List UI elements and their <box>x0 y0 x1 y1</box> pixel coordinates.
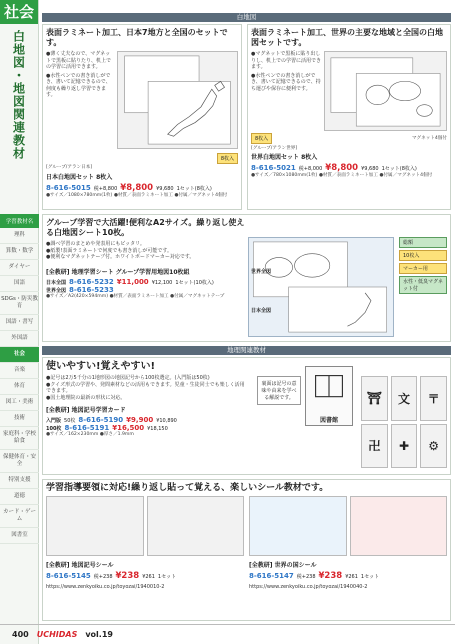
panel-b-sub-price: ¥9,680 <box>361 166 379 172</box>
panel-b-bullet-1: ●マグネットで黒板に貼り出しりし、机上での学習に活用できます。 <box>251 51 322 70</box>
panel-d-row1-code: 8-616-5190 <box>78 416 124 424</box>
sticker-right <box>249 496 447 590</box>
sidebar-item[interactable]: 家庭科・学校給食 <box>0 427 39 450</box>
panel-a-unit: 1セット(8枚入) <box>176 186 212 192</box>
panel-d-product-name: [全教研] 地図記号学習カード <box>46 407 126 414</box>
sticker-left-unit: 1セット <box>157 574 177 580</box>
footer <box>0 624 455 644</box>
japan-map-sheets-image <box>117 51 238 149</box>
panel-japan-map-set <box>42 24 242 210</box>
panel-a-bullet-1: ●薄く丈夫なので、マグネットで黒板に貼りたり、机上での学習に活用できます。 <box>46 51 112 70</box>
panel-c-row2-name: 世界全図 <box>46 287 67 294</box>
library-symbol-icon <box>306 367 352 411</box>
panel-d-bullet-2: ●クイズ形式の学習や、発問素材などの活用もできます。児童・生徒同士でも楽しく活用できます。 <box>46 381 245 394</box>
sticker-left-url[interactable]: https://www.zenkyoiku.co.jp/toyozai/1940010-2 <box>46 584 165 590</box>
panel-a-spec: ●サイズ／1080×780mm(1枚) ●材質／表面ラミネート加工 ●付属／マグネット4個付 <box>46 193 228 198</box>
panel-a-ref-price: 税+8,800 <box>93 186 118 192</box>
panel-c-tag-a: 総額 <box>399 237 447 248</box>
panel-a-bullet-2: ●水性ペンでの書き消しができ、書いて記憶できるので、何度も繰り返し学習できます。 <box>46 72 111 98</box>
sidebar-nav-header: 学習教材名 <box>0 214 39 228</box>
sticker-right-price: ¥238 <box>318 571 343 581</box>
symbol-card-shrine-icon: ⛩ <box>361 376 388 421</box>
symbol-card-grid <box>361 376 447 468</box>
sticker-right-unit: 1セット <box>360 574 380 580</box>
sticker-left-price: ¥238 <box>115 571 140 581</box>
sidebar-item[interactable]: 道徳 <box>0 489 39 505</box>
sticker-right-url[interactable]: https://www.zenkyoiku.co.jp/toyozai/1940040-2 <box>249 584 368 590</box>
symbol-card-post-icon: 〒 <box>420 376 447 421</box>
group-map-image <box>248 237 394 337</box>
world-map-drawing <box>325 52 446 130</box>
panel-b-tag: [グループ/アラン世界] <box>251 146 298 151</box>
panel-e-headline: 学習指導要領に対応!繰り返し貼って覚える、楽しいシール教材です。 <box>46 483 329 493</box>
sidebar-item[interactable]: 体育 <box>0 379 39 395</box>
section-title-chiri: 地理関連教材 <box>42 346 451 355</box>
panel-d-row1-count: 50枚 <box>64 418 76 424</box>
panel-c-row2-code: 8-616-5233 <box>69 285 114 294</box>
panel-d-bullet-1: ●記号は2万5千分の1地形図の地図記号から100枚選定。(入門版は50枚) <box>46 375 210 381</box>
japan-map-drawing <box>118 52 237 148</box>
sidebar-item[interactable]: 算数・数学 <box>0 244 39 260</box>
panel-a-product-name: 日本白地図セット 8枚入 <box>46 174 113 181</box>
sticker-right-product-name: [全教研] 世界の国シール <box>249 562 317 569</box>
card-title: 図書館 <box>319 417 338 424</box>
sticker-left-sub-price: ¥261 <box>142 574 155 580</box>
symbol-card-hospital-icon: ✚ <box>391 424 418 469</box>
sidebar-vertical-title: 白地図・地図関連教材 <box>11 30 26 160</box>
map-label-world: 世界全図 <box>251 269 272 275</box>
panel-b-count-tag: 8枚入 <box>251 133 272 144</box>
panel-d-row2-price: ¥16,500 <box>112 424 145 432</box>
symbol-card-temple-icon: 卍 <box>361 424 388 469</box>
panel-a-headline: 表面ラミネート加工、日本7地方と全国のセットです。 <box>46 28 228 47</box>
map-symbol-sticker-image-1 <box>46 496 144 556</box>
sidebar-item[interactable]: 国語 <box>0 276 39 292</box>
panel-d-row1-price: ¥9,900 <box>126 416 154 424</box>
sidebar-item[interactable]: 国語・書写 <box>0 315 39 331</box>
panel-d-row2-code: 8-616-5191 <box>64 424 110 432</box>
panel-d-row2-name: 100枚 <box>46 426 62 432</box>
sidebar-item[interactable]: 保健体育・安全 <box>0 450 39 473</box>
panel-b-ref-price: 税+8,000 <box>298 166 323 172</box>
card-image <box>305 366 353 426</box>
panel-c-bullet-3: ●便利なマグネットテープ付。ホワイトボードマーカー対応です。 <box>46 254 195 260</box>
panel-c-spec: ●サイズ／A2(420×594mm) ●材質／表面ラミネート加工 ●付属／マグネットテープ <box>46 293 225 299</box>
panel-d-spec: ●サイズ／162×230mm ●厚さ／1.9mm <box>46 432 134 437</box>
panel-d-row1-sub: ¥10,890 <box>156 418 177 424</box>
panel-c-tag-c: マーカー用 <box>399 263 447 274</box>
sidebar-nav <box>0 214 39 544</box>
panel-c-tag-b: 10枚入 <box>399 250 447 261</box>
sidebar-header: 社会 <box>0 0 38 24</box>
panel-d-callout: 裏面は記号の意味や由来を学べる解説です。 <box>257 376 301 405</box>
symbol-card-school-icon: 文 <box>391 376 418 421</box>
sticker-right-code: 8-616-5147 <box>249 572 294 580</box>
sidebar-item[interactable]: 社会 <box>0 347 39 363</box>
panel-world-map-set <box>247 24 451 210</box>
panel-d-bullet-3: ●国土地理院の最新の形状に対応。 <box>46 394 126 401</box>
panel-b-badge: マグネット4個付 <box>411 135 447 141</box>
panel-b-spec: ●サイズ／780×1080mm(1枚) ●材質／表面ラミネート加工 ●付属／マグネット4個付 <box>251 173 433 178</box>
group-map-drawing <box>249 238 393 336</box>
panel-b-price: ¥8,800 <box>325 163 359 173</box>
sticker-right-ref-price: 税+238 <box>296 574 316 580</box>
brand-logo: UCHIDAS <box>36 630 78 639</box>
map-symbol-sticker-image-2 <box>147 496 245 556</box>
sticker-left-product-name: [全教研] 地図記号シール <box>46 562 114 569</box>
panel-a-count-tag: 8枚入 <box>217 153 238 164</box>
world-flag-sticker-image-1 <box>249 496 347 556</box>
world-map-sheets-image <box>324 51 447 131</box>
main-content <box>42 0 451 644</box>
panel-c-row1-code: 8-616-5232 <box>69 277 114 286</box>
sidebar-item[interactable]: 特別支援 <box>0 473 39 489</box>
panel-b-code: 8-616-5021 <box>251 164 296 172</box>
sticker-left <box>46 496 244 590</box>
panel-group-study-sheet <box>42 214 451 342</box>
panel-b-product-name: 世界白地図セット 8枚入 <box>251 154 318 161</box>
panel-b-headline: 表面ラミネート加工、世界の主要な地域と全国の白地図セットです。 <box>251 28 443 47</box>
panel-b-bullet-2: ●水性ペンでの書き消しができ、書いて記憶できるので、持ち運びや保存に便利です。 <box>251 72 321 92</box>
panel-c-headline: グループ学習で大活躍!便利なA2サイズ。繰り返し使える白地図シート10枚。 <box>46 218 245 237</box>
sidebar-item[interactable]: 外国語 <box>0 331 39 347</box>
section-title-shirochizu: 白地図 <box>42 13 451 22</box>
sidebar <box>0 0 39 644</box>
panel-c-bullet-2: ●紙製!表面ラミネートで何度でも書き消しが可能です。 <box>46 247 172 254</box>
sidebar-item[interactable]: SDGs・防災教育 <box>0 292 39 315</box>
panel-c-product-name: [全教研] 地理学習シート グループ学習用地図10枚組 <box>46 268 190 276</box>
panel-c-row1-price: ¥11,000 <box>116 277 149 286</box>
sticker-left-ref-price: 税+238 <box>93 574 113 580</box>
panel-d-row2-sub: ¥18,150 <box>147 426 168 432</box>
panel-d-row1-name: 入門版 <box>46 418 62 424</box>
sticker-left-code: 8-616-5145 <box>46 572 91 580</box>
symbol-card-factory-icon: ⚙ <box>420 424 447 469</box>
panel-a-tag: [グループ/アラン日本] <box>46 165 93 170</box>
sidebar-item[interactable]: 図書室 <box>0 528 39 544</box>
volume-label: vol.19 <box>85 630 113 639</box>
panel-a-code: 8-616-5015 <box>46 184 91 192</box>
sidebar-item[interactable]: 理科 <box>0 228 39 244</box>
map-label-japan: 日本全図 <box>251 308 272 314</box>
sidebar-item[interactable]: ダイヤー <box>0 260 39 276</box>
panel-a-price: ¥8,800 <box>120 183 154 193</box>
page-number: 400 <box>12 630 29 639</box>
world-flag-sticker-image-2 <box>350 496 448 556</box>
sidebar-item[interactable]: 図工・美術 <box>0 395 39 411</box>
sidebar-item[interactable]: カード・ゲーム <box>0 505 39 528</box>
panel-c-bullet-1: ●調べ学習のまとめや発表用にもピッタリ。 <box>46 241 145 247</box>
sticker-right-sub-price: ¥261 <box>345 574 358 580</box>
panel-b-unit: 1セット(8枚入) <box>381 166 417 172</box>
panel-c-tag-d: 水性・低臭マグネット付 <box>399 276 447 294</box>
panel-c-row1-sub: ¥12,100 <box>151 279 173 286</box>
panel-c-row1-unit: 1セット(10枚入) <box>175 279 214 286</box>
panel-d-headline: 使いやすい!覚えやすい! <box>46 361 156 372</box>
panel-map-symbol-cards <box>42 357 451 475</box>
sidebar-item[interactable]: 技術 <box>0 411 39 427</box>
panel-c-row1-name: 日本全国 <box>46 279 67 286</box>
panel-sticker-materials <box>42 479 451 621</box>
panel-a-sub-price: ¥9,680 <box>156 186 174 192</box>
sidebar-item[interactable]: 音楽 <box>0 363 39 379</box>
